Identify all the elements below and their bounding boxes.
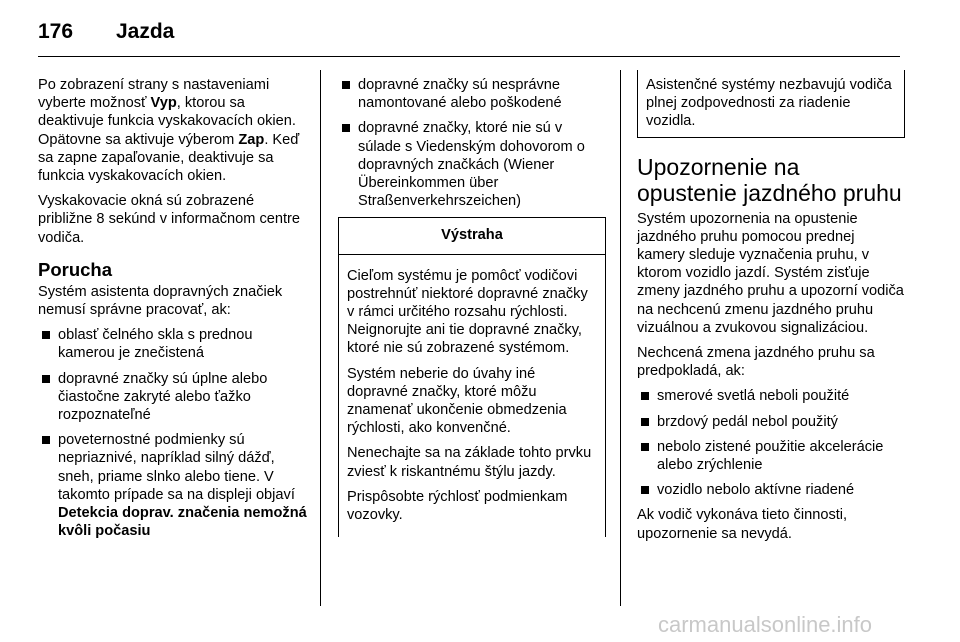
square-bullet-icon — [42, 375, 50, 383]
paragraph: Systém asistenta dopravných značiek nemusí správne pracovať, ak: — [38, 283, 283, 319]
page-number: 176 — [38, 20, 74, 43]
list-item: dopravné značky sú nesprávne namontované alebo poškodené — [338, 76, 606, 112]
list-item: smerové svetlá neboli použité — [637, 387, 905, 405]
bullet-list — [338, 76, 606, 210]
list-item: oblasť čelného skla s prednou kamerou je znečistená — [38, 326, 310, 362]
square-bullet-icon — [641, 418, 649, 426]
paragraph: Nenechajte sa na základe tohto prvku zviesť k riskantnému štýlu jazdy. — [347, 445, 592, 480]
square-bullet-icon — [342, 124, 350, 132]
square-bullet-icon — [641, 392, 649, 400]
display-message: Detekcia doprav. značenia nemožná kvôli počasiu — [58, 505, 307, 540]
column-divider — [320, 70, 321, 606]
warning-title: Výstraha — [339, 217, 605, 254]
watermark: carmanualsonline.info — [658, 612, 873, 637]
paragraph: Cieľom systému je pomôcť vodičovi postrehnúť niektoré dopravné značky v rámci určitého rozsahu rýchlosti. Neignorujte ani tie dopravné značky, ktoré nie sú zobrazené systémom. — [347, 267, 588, 357]
warning-box — [338, 217, 606, 537]
paragraph: Ak vodič vykonáva tieto činnosti, upozornenie sa nevydá. — [637, 507, 848, 542]
paragraph: Vyskakovacie okná sú zobrazené približne 8 sekúnd v informačnom centre vodiča. — [38, 193, 301, 246]
section-heading: Upozornenie na opustenie jazdného pruhu — [637, 153, 902, 206]
page-header — [38, 14, 900, 57]
square-bullet-icon — [42, 331, 50, 339]
column-2 — [338, 76, 606, 537]
list-item: brzdový pedál nebol použitý — [637, 413, 905, 431]
bullet-list — [38, 326, 310, 540]
bullet-list — [637, 387, 905, 499]
paragraph: Nechcená zmena jazdného pruhu sa predpokladá, ak: — [637, 345, 875, 380]
paragraph: Systém upozornenia na opustenie jazdného pruhu pomocou prednej kamery sleduje vyznačenia pruhu, v ktorom vozidlo jazdí. Systém zisťuje zmeny jazdného pruhu a upozorní vodiča na nechcenú zmenu jazdného pruhu vizuálnou a zvukovou signalizáciou. — [637, 210, 904, 336]
column-3 — [637, 76, 905, 550]
square-bullet-icon — [42, 436, 50, 444]
section-heading: Porucha — [38, 258, 113, 280]
column-1 — [38, 76, 310, 547]
square-bullet-icon — [641, 443, 649, 451]
menu-option-off: Vyp — [150, 95, 177, 112]
square-bullet-icon — [641, 486, 649, 494]
chapter-title: Jazda — [116, 20, 175, 43]
list-item: dopravné značky, ktoré nie sú v súlade s Viedenským dohovorom o dopravných značkách (Wiener Übereinkommen über Straßenverkehrszeichen) — [338, 119, 606, 210]
warning-body — [339, 255, 605, 538]
paragraph: Prispôsobte rýchlosť podmienkam vozovky. — [347, 488, 568, 524]
note-box: Asistenčné systémy nezbavujú vodiča plnej zodpovednosti za riadenie vozidla. — [637, 70, 905, 138]
square-bullet-icon — [342, 81, 350, 89]
list-item: vozidlo nebolo aktívne riadené — [637, 481, 905, 499]
menu-option-on: Zap — [238, 131, 265, 148]
list-item: poveternostné podmienky sú nepriaznivé, napríklad silný dážď, sneh, priame slnko alebo tiene. V takomto prípade sa na displeji objaví Detekcia doprav. značenia nemožná kvôli počasiu — [38, 431, 310, 540]
paragraph: Po zobrazení strany s nastaveniami vyberte možnosť Vyp, ktorou sa deaktivuje funkcia vyskakovacích okien. Opätovne sa aktivuje výberom Zap. Keď sa zapne zapaľovanie, deaktivuje sa funkcia vyskakovacích okien. — [38, 77, 300, 185]
column-divider — [620, 70, 621, 606]
paragraph: Systém neberie do úvahy iné dopravné značky, ktoré môžu znamenať ukončenie obmedzenia rýchlosti, ako konvenčné. — [347, 365, 567, 437]
list-item: dopravné značky sú úplne alebo čiastočne zakryté alebo ťažko rozpoznateľné — [38, 370, 310, 425]
list-item: nebolo zistené použitie akcelerácie alebo zrýchlenie — [637, 438, 905, 474]
